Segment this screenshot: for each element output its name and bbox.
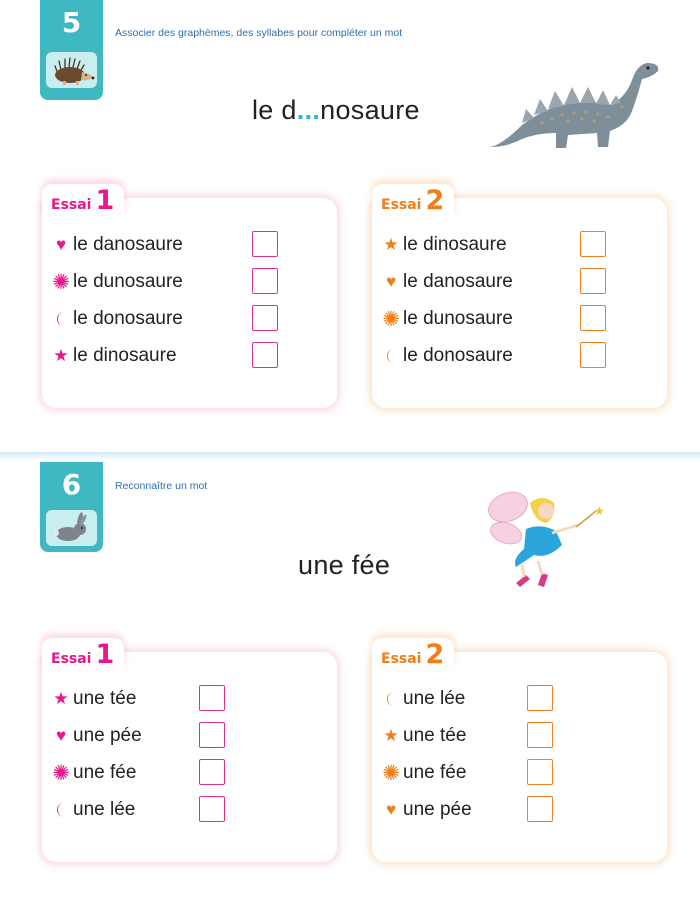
rabbit-icon [46, 510, 97, 546]
heart-icon: ♥ [385, 272, 397, 291]
answer-checkbox[interactable] [580, 305, 606, 331]
answer-checkbox[interactable] [199, 722, 225, 748]
fairy-illustration [486, 485, 611, 612]
essai-1-card [42, 185, 337, 408]
answer-checkbox[interactable] [199, 796, 225, 822]
sun-icon: ✺ [52, 270, 70, 294]
option-row [50, 304, 183, 334]
answer-checkbox[interactable] [252, 268, 278, 294]
moon-icon [50, 311, 72, 327]
option-text: le dinosaure [403, 234, 507, 255]
star-icon: ★ [53, 689, 69, 708]
answer-checkbox[interactable] [580, 231, 606, 257]
star-icon: ★ [53, 346, 69, 365]
option-text: une lée [73, 799, 136, 820]
exercise-5-tab [40, 0, 103, 100]
missing-letters: ... [296, 95, 321, 125]
option-text: une tée [403, 725, 467, 746]
option-row [50, 267, 183, 297]
essai-1-card [42, 639, 337, 862]
option-row [50, 341, 177, 371]
target-word [252, 95, 420, 126]
answer-checkbox[interactable] [527, 685, 553, 711]
exercise-instruction: Associer des graphèmes, des syllabes pour compléter un mot [115, 27, 403, 39]
option-row [380, 230, 507, 260]
essai-2-card [372, 639, 667, 862]
option-text: le donosaure [73, 308, 183, 329]
option-row [380, 267, 513, 297]
moon-icon [380, 348, 402, 364]
essai-2-card [372, 185, 667, 408]
option-row [380, 304, 513, 334]
option-row [50, 758, 136, 788]
option-row [380, 758, 466, 788]
option-text: le donosaure [403, 345, 513, 366]
moon-icon [50, 802, 72, 818]
answer-checkbox[interactable] [252, 231, 278, 257]
option-text: une pée [403, 799, 472, 820]
answer-checkbox[interactable] [580, 268, 606, 294]
option-row [380, 795, 472, 825]
option-text: le dunosaure [73, 271, 183, 292]
essai-label: Essai 1 [51, 639, 115, 670]
exercise-instruction: Reconnaître un mot [115, 480, 208, 492]
exercise-number: 6 [61, 468, 82, 501]
answer-checkbox[interactable] [252, 305, 278, 331]
option-text: le dunosaure [403, 308, 513, 329]
option-row [50, 230, 183, 260]
option-text: une fée [73, 762, 137, 783]
hedgehog-icon [46, 52, 97, 88]
dinosaur-illustration [482, 55, 662, 160]
heart-icon: ♥ [55, 235, 67, 254]
answer-checkbox[interactable] [580, 342, 606, 368]
target-word: une fée [298, 550, 391, 580]
option-text: le danosaure [73, 234, 183, 255]
option-row [50, 795, 135, 825]
sun-icon: ✺ [52, 761, 70, 785]
option-text: une tée [73, 688, 137, 709]
heart-icon: ♥ [385, 800, 397, 819]
option-text: le danosaure [403, 271, 513, 292]
sun-icon: ✺ [382, 307, 400, 331]
answer-checkbox[interactable] [527, 796, 553, 822]
word-start: le d [252, 95, 297, 125]
answer-checkbox[interactable] [199, 685, 225, 711]
essai-label: Essai 1 [51, 185, 115, 216]
option-row [380, 341, 513, 371]
option-text: une pée [73, 725, 142, 746]
answer-checkbox[interactable] [252, 342, 278, 368]
essai-label: Essai 2 [381, 185, 445, 216]
option-text: le dinosaure [73, 345, 177, 366]
option-row [380, 684, 465, 714]
answer-checkbox[interactable] [199, 759, 225, 785]
answer-checkbox[interactable] [527, 722, 553, 748]
essai-label: Essai 2 [381, 639, 445, 670]
heart-icon: ♥ [55, 726, 67, 745]
star-icon: ★ [383, 726, 399, 745]
option-text: une lée [403, 688, 466, 709]
exercise-number: 5 [61, 6, 82, 39]
section-divider [0, 452, 700, 460]
star-icon: ★ [383, 235, 399, 254]
answer-checkbox[interactable] [527, 759, 553, 785]
svg-text:★: ★ [594, 504, 605, 518]
option-row [380, 721, 466, 751]
option-text: une fée [403, 762, 467, 783]
exercise-6-tab [40, 462, 103, 552]
sun-icon: ✺ [382, 761, 400, 785]
option-row [50, 684, 136, 714]
word-end: nosaure [320, 95, 420, 125]
moon-icon [380, 691, 402, 707]
option-row [50, 721, 142, 751]
